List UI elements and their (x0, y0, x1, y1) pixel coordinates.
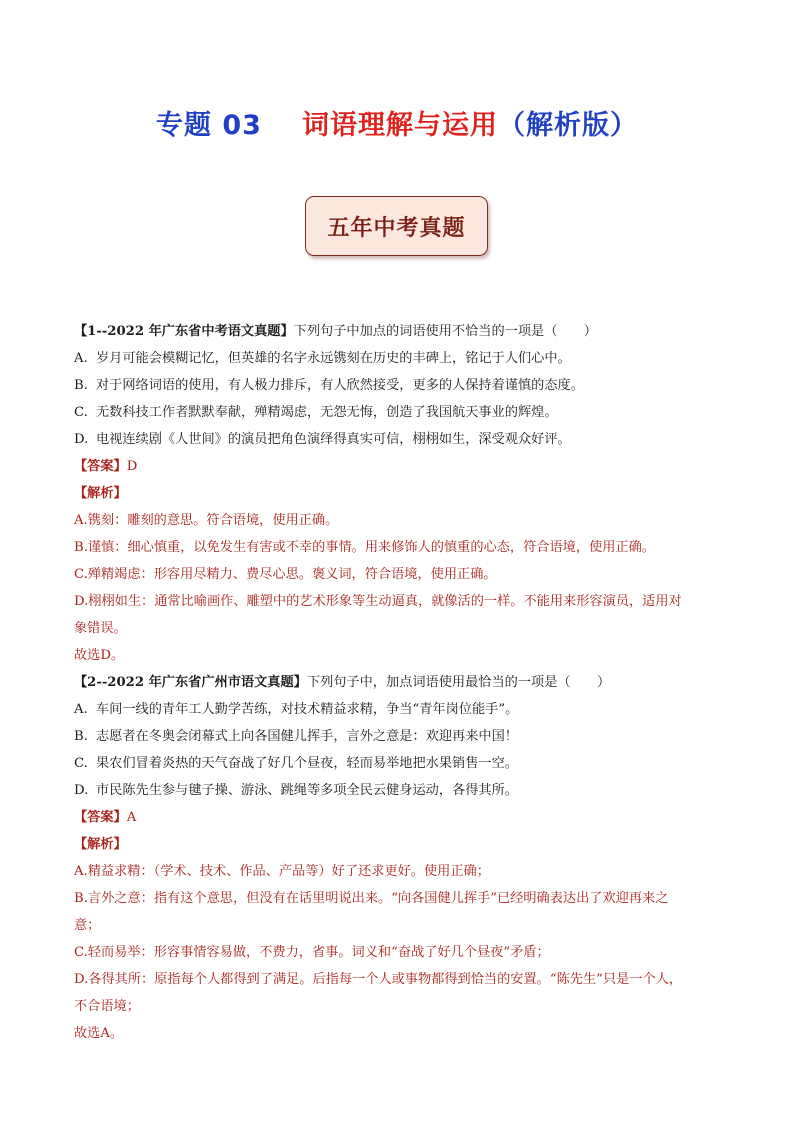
question-2-header (74, 674, 734, 692)
question-2-analysis-line: 意； (74, 918, 101, 933)
question-2-analysis-line: B.言外之意：指有这个意思，但没有在话里明说出来。“向各国健儿挥手”已经明确表达出了欢迎再来之 (74, 891, 669, 906)
option-text: 车间一线的青年工人勤学苦练，对技术精益求精，争当“青年岗位能手”。 (96, 702, 519, 717)
option-letter: A. (74, 702, 88, 717)
question-2-analysis-line: D.各得其所：原指每个人都得到了满足。后指每一个人或事物都得到恰当的安置。“陈先生”只是一个人， (74, 972, 683, 987)
answer-label: 【答案】 (74, 810, 127, 825)
question-1-analysis-line: D.栩栩如生：通常比喻画作、雕塑中的艺术形象等生动逼真，就像活的一样。不能用来形容演员，适用对 (74, 594, 682, 609)
question-2-analysis-line: C.轻而易举：形容事情容易做，不费力，省事。词义和“奋战了好几个昼夜”矛盾； (74, 945, 550, 960)
answer-value: A (126, 810, 137, 825)
question-2-source: 【2--2022 年广东省广州市语文真题】 (74, 675, 307, 690)
option-letter: A. (74, 351, 88, 366)
question-1-answer (74, 458, 734, 476)
question-2-conclusion: 故选A。 (74, 1026, 124, 1041)
question-1-option-a (74, 350, 734, 368)
page-title (0, 103, 794, 142)
answer-label: 【答案】 (74, 459, 127, 474)
question-2-option-a (74, 701, 734, 719)
analysis-label: 【解析】 (74, 837, 127, 852)
option-letter: D. (74, 783, 89, 798)
question-1-source: 【1--2022 年广东省中考语文真题】 (74, 324, 294, 339)
question-1-stem: 下列句子中加点的词语使用不恰当的一项是（ ） (293, 324, 597, 339)
question-2-option-c (74, 755, 734, 773)
question-1-analysis-line: 象错误。 (74, 621, 127, 636)
question-1-option-b (74, 377, 734, 395)
option-text: 对于网络词语的使用，有人极力排斥，有人欣然接受，更多的人保持着谨慎的态度。 (96, 378, 584, 393)
section-banner-label: 五年中考真题 (327, 214, 466, 241)
option-letter: B. (74, 729, 88, 744)
analysis-label: 【解析】 (74, 486, 127, 501)
question-1-analysis-label (74, 485, 734, 503)
question-1-option-c (74, 404, 734, 422)
question-2-stem: 下列句子中，加点词语使用最恰当的一项是（ ） (306, 675, 611, 690)
section-banner (305, 196, 488, 256)
question-2-option-b (74, 728, 734, 746)
option-text: 果农们冒着炎热的天气奋战了好几个昼夜，轻而易举地把水果销售一空。 (96, 756, 518, 771)
question-2-analysis-line: 不合语境； (74, 999, 140, 1014)
option-letter: B. (74, 378, 88, 393)
question-2-option-d (74, 782, 734, 800)
option-letter: C. (74, 756, 88, 771)
option-letter: C. (74, 405, 88, 420)
title-suffix: （解析版） (497, 110, 638, 141)
answer-value: D (126, 459, 138, 474)
question-1-analysis-line: C.殚精竭虑：形容用尽精力、费尽心思。褒义词，符合语境，使用正确。 (74, 567, 497, 582)
question-2-answer (74, 809, 734, 827)
option-text: 志愿者在冬奥会闭幕式上向各国健儿挥手，言外之意是：欢迎再来中国！ (96, 729, 518, 744)
question-1-analysis-line: A.镌刻：雕刻的意思。符合语境，使用正确。 (74, 513, 339, 528)
question-2-analysis-label (74, 836, 734, 854)
question-1-conclusion: 故选D。 (74, 648, 125, 663)
question-1-header (74, 323, 734, 341)
title-topic-number: 专题 03 (156, 110, 262, 141)
option-text: 市民陈先生参与毽子操、游泳、跳绳等多项全民云健身运动，各得其所。 (96, 783, 518, 798)
question-1-analysis-line: B.谨慎：细心慎重，以免发生有害或不幸的事情。用来修饰人的慎重的心态，符合语境，使用正确。 (74, 540, 655, 555)
option-text: 电视连续剧《人世间》的演员把角色演绎得真实可信，栩栩如生，深受观众好评。 (96, 432, 571, 447)
option-text: 岁月可能会模糊记忆，但英雄的名字永远镌刻在历史的丰碑上，铭记于人们心中。 (96, 351, 571, 366)
title-topic-name: 词语理解与运用 (301, 110, 498, 141)
option-letter: D. (74, 432, 89, 447)
option-text: 无数科技工作者默默奉献，殚精竭虑，无怨无悔，创造了我国航天事业的辉煌。 (96, 405, 558, 420)
question-2-analysis-line: A.精益求精：（学术、技术、作品、产品等）好了还求更好。使用正确； (74, 864, 490, 879)
question-1-option-d (74, 431, 734, 449)
